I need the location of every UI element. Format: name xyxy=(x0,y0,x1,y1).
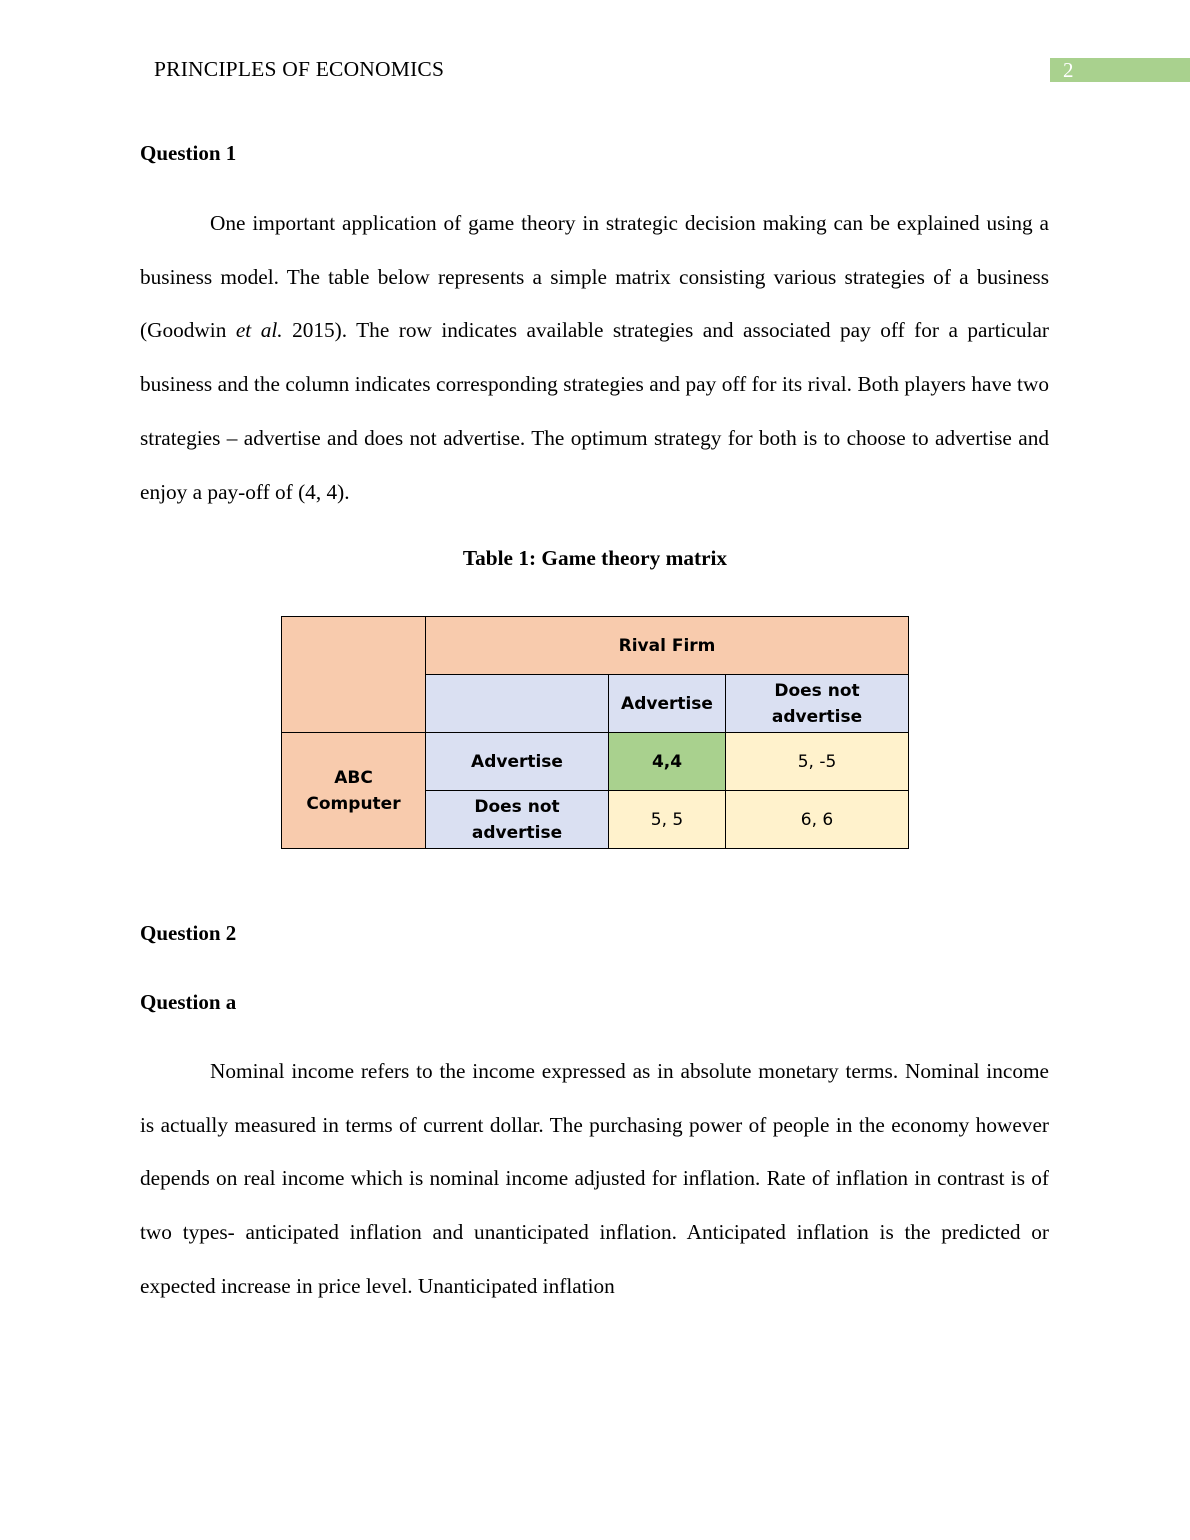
question-2-heading: Question 2 xyxy=(140,921,237,945)
question-a-text: Nominal income refers to the income expressed as in absolute monetary terms. Nominal income is actually measured in terms of current dollar. The purchasing power of people in the economy however depends on real income which is nominal income adjusted for inflation. Rate of inflation in contrast is of two types- anticipated inflation and unanticipated inflation. Anticipated inflation is the predicted or expected increase in price level. Unanticipated inflation xyxy=(140,1059,1049,1298)
col-header-does-not-advertise: Does not advertise xyxy=(726,675,909,733)
payoff-not-advertise-not-advertise: 6, 6 xyxy=(726,791,909,849)
game-theory-matrix xyxy=(281,616,909,849)
question-1-heading: Question 1 xyxy=(140,141,237,165)
question-1-text-start: One important application of game theory in strategic decision making can be explained using a business model. The table below represents a simple matrix consisting various strategies of a business (Goodwin xyxy=(140,211,1049,343)
question-1-paragraph xyxy=(140,197,1049,519)
table-caption: Table 1: Game theory matrix xyxy=(462,546,728,570)
corner-cell-lower xyxy=(282,675,426,733)
question-a-heading: Question a xyxy=(140,990,237,1014)
payoff-advertise-advertise: 4,4 xyxy=(609,733,726,791)
question-a-paragraph xyxy=(140,1045,1049,1314)
empty-header-cell xyxy=(426,675,609,733)
column-player-label: Rival Firm xyxy=(426,617,909,675)
payoff-not-advertise-advertise: 5, 5 xyxy=(609,791,726,849)
citation-italic: et al. xyxy=(235,318,283,343)
corner-cell xyxy=(282,617,426,675)
page-number: 2 xyxy=(1050,58,1190,82)
question-1-text-end: 2015). The row indicates available strategies and associated pay off for a particular business and the column indicates corresponding strategies and pay off for its rival. Both players have two strategies – advertise and does not advertise. The optimum strategy for both is to choose to advertise and enjoy a pay-off of (4, 4). xyxy=(140,318,1049,504)
row-header-advertise: Advertise xyxy=(426,733,609,791)
row-header-does-not-advertise: Does not advertise xyxy=(426,791,609,849)
row-player-label: ABC Computer xyxy=(282,733,426,849)
payoff-advertise-not-advertise: 5, -5 xyxy=(726,733,909,791)
col-header-advertise: Advertise xyxy=(609,675,726,733)
header-title: PRINCIPLES OF ECONOMICS xyxy=(154,57,445,81)
